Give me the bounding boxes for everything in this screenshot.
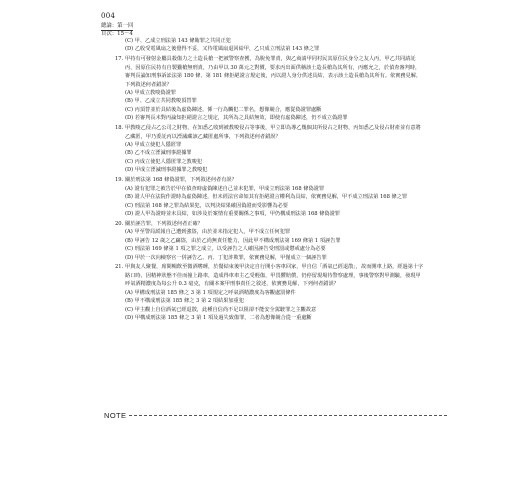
option-b: (B) 甲不構成刑法第 185 條之 3 第 2 項結果加重犯 (125, 298, 244, 305)
option-c: (C) 丙頂替並於具結後為虛偽陳述，係一行為觸犯二罪名，想像競合，應從偽證罪處斷 (125, 106, 322, 113)
question-stem: 甲與友人聚餐，席間暢飲至微酒嗜睡，於餐結束後甲決定自行開小客車回家，甲自信「酒氣已經退散」，故而開車上路，經過第十字路口時，因精神狀態不佳而撞上路車，造成得車車主乙受輕傷，甲畏懼賠償，仍停留現場待警察處理，事後警察對甲測驗，發現甲呼氣酒精濃度為每公升 0.3 毫克，有關本案甲刑事責任之敘述，依實務見解，下列何者錯誤？ (125, 264, 424, 288)
page-number: 004 (101, 12, 116, 20)
option-a: (A) 甲成立使犯人隱匿罪 (125, 142, 182, 149)
option-a: (A) 甲成立教唆偽證罪 (125, 90, 176, 97)
option-b: (B) 甲誣告 12 歲之乙竊盜，由於乙尚無責任能力，因此甲不構成刑法第 169 條第 1 項誣告罪 (125, 237, 341, 244)
option-d: (D) 甲構成刑法第 185 條之 3 第 1 項及過失致傷罪，二者為想像競合從一重處斷 (125, 314, 312, 321)
option-d: (D) 甲成立湮滅刑事證據罪之教唆犯 (125, 167, 208, 174)
question-19 (115, 176, 425, 218)
question-stem: 關於刑法第 168 條偽證罪，下列敘述何者有誤？ (125, 177, 237, 184)
question-stem: 甲持有可發射金屬具殺傷力之土造長槍一把被警察查獲，為脫免罪責，與乙商請甲同村民其原住民身分之友人丙，甲乙共同請託丙，因原住民持有自製獵槍無刑責，乃由甲以 30 萬元之對價，要求丙出面供稱該土造長槍為其所有，丙應允之，於偵查審判時，審判長論知刑事訴訟法第 180 條、第 181 條拒絕證言規定後，丙以證人身分供述具結，表示該土造長槍為其所有。依實務見解，下列敘述何者錯誤？ (125, 56, 422, 88)
carryover-option-c: (C) 甲、乙成立刑法第 143 條賄罪之共同正犯 (125, 38, 231, 44)
carryover-option-d: (D) 乙收受電風扇之後覺得不妥，又待電風扇退回給甲，乙只成立刑法第 143 條之罪 (125, 46, 320, 53)
option-c: (C) 刑法第 169 條第 1 項之罪之成立，以受誣告之人確因誣告受刑罰或懲戒處分為必要 (125, 246, 326, 253)
option-b: (B) 證人甲在法院作證時為虛偽陳述，但未經法官命如其有拒絕證言權利為具結，依實務見解，甲不成立刑法第 168 條之罪 (125, 194, 408, 201)
option-a: (A) 甲至警局謊報自己遭到強盜，由於並未指定犯人，甲不成立任何犯罪 (125, 229, 291, 236)
note-area (104, 411, 447, 420)
note-label: NOTE (104, 411, 127, 420)
option-c: (C) 丙成立使犯人隱匿罪之教唆犯 (125, 158, 203, 165)
option-c: (C) 甲主觀上自信酒氣已經退散，此種自信尚不足以阻卻不能安全駕駛罪之主觀故意 (125, 306, 317, 313)
note-divider (129, 415, 447, 416)
option-d: (D) 若審判長未對丙論知拒絕證言之規定，其所為之具結無效，即使有虛偽陳述，仍不成立偽證罪 (125, 115, 348, 122)
question-content (115, 37, 425, 324)
option-a: (A) 證有犯罪之被告於甲在偵查時虛偽陳述自己並未犯罪，甲成立刑法第 168 條偽證罪 (125, 185, 325, 192)
option-d: (D) 甲於一次向檢察官一併誣告乙、丙、丁犯詐欺罪，依實務見解，甲僅成立一個誣告罪 (125, 254, 327, 261)
question-number: 19. (115, 177, 124, 184)
question-17 (115, 55, 425, 123)
question-number: 20. (115, 220, 124, 227)
question-18 (115, 124, 425, 175)
question-20 (115, 220, 425, 262)
chapter-line-1: 總論：第一回 (101, 23, 134, 29)
option-a: (A) 甲構成刑法第 185 條之 3 第 1 項規定之呼氣酒精濃度為客觀處罰條件 (125, 289, 296, 296)
option-b: (B) 甲、乙成立共同教唆頂替罪 (125, 98, 197, 105)
question-stem: 關於誣告罪，下列敘述何者正確？ (125, 220, 203, 227)
question-number: 18. (115, 125, 124, 132)
question-21 (115, 263, 425, 322)
question-stem: 甲教唆乙侵占乙公司之財物，在知悉乙收到被教唆侵占等事後，甲立即為導乙幾個其所侵占之財物，丙知悉乙及侵占財產並有意將乙藏匿，甲乃委託丙以湮滅藏該乙藏匿處所事，下列敘述何者錯誤？ (125, 125, 421, 140)
question-number: 21. (115, 264, 124, 271)
option-b: (B) 乙不成立湮滅刑事證據罪 (125, 150, 192, 157)
option-d: (D) 證人甲為證時並未具結，如涉及於案情有重要關係之事項，甲仍構成刑法第 168 條偽證罪 (125, 210, 340, 217)
option-c: (C) 刑法第 168 條之罪為結果犯，以判決結果確因偽證而受影響為必要 (125, 202, 288, 209)
chapter-line-2: 頁次：15－4 (101, 31, 133, 37)
question-number: 17. (115, 56, 124, 63)
carryover-options (125, 37, 425, 54)
chapter-header (101, 23, 133, 38)
